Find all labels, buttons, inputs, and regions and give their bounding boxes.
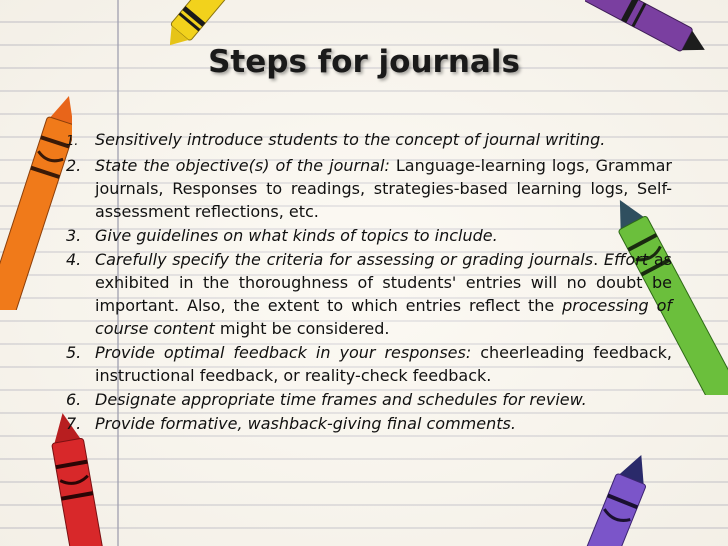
violet-crayon-icon [580,448,670,546]
list-item [66,248,672,340]
step-text: . [593,250,604,269]
step-text: Give guidelines on what kinds of topics to include. [95,226,498,245]
step-text: cheerleading feedback, instructional feedback, or reality-check feedback. [95,343,673,385]
step-text: processing of course content [95,296,672,338]
step-text: Provide optimal feedback in your responses: [95,343,472,362]
step-number: 5. [66,343,82,362]
step-text: Carefully specify the criteria for assessing or grading journals [95,250,594,269]
page-title: Steps for journals [208,44,520,80]
step-number: 2. [66,156,82,175]
steps-list [66,128,672,436]
step-text: might be considered. [214,319,390,338]
step-number: 7. [66,414,82,433]
step-text: Sensitively introduce students to the concept of journal writing. [95,130,606,149]
step-number: 3. [66,226,82,245]
step-number: 4. [66,250,82,269]
step-number: 6. [66,390,82,409]
step-text: Provide formative, washback-giving final comments. [95,414,516,433]
list-item [66,341,672,387]
step-text: State the objective(s) of the journal: [95,156,390,175]
orange-crayon-icon [0,88,72,310]
list-item [66,388,672,411]
list-item [66,412,672,435]
step-text: Effort [603,250,649,269]
step-text: Language-learning logs, Grammar journals, Responses to readings, strategies-based learning logs, Self-assessment reflections, etc. [95,156,672,221]
list-item [66,128,672,153]
list-item [66,224,672,247]
step-number: 1. [66,134,79,149]
list-item [66,154,672,223]
step-text: as exhibited in the thoroughness of students' entries will no doubt be important. Also, the extent to which entries reflect the [95,250,673,315]
step-text: Designate appropriate time frames and schedules for review. [95,390,587,409]
